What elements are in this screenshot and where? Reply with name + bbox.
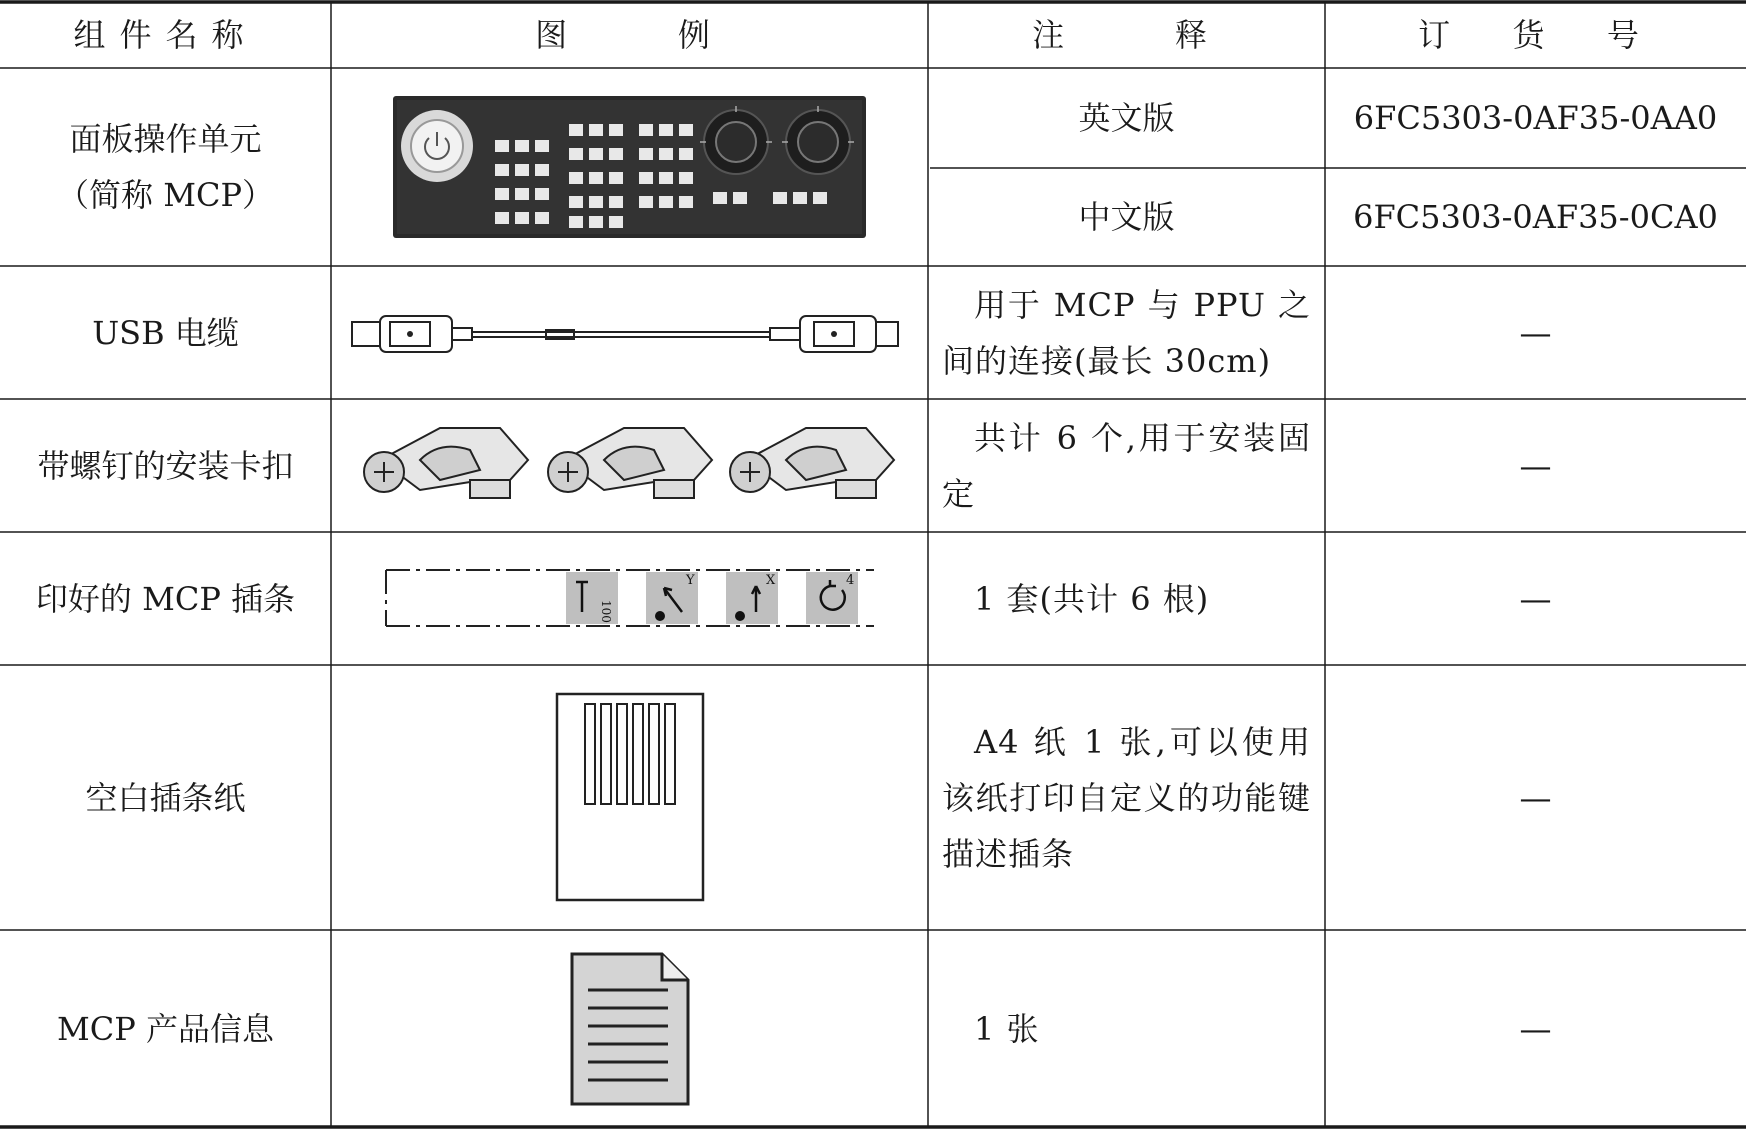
usb-cable-order: —: [1519, 313, 1552, 352]
strip-label-y: Y: [686, 573, 695, 588]
product-info-order: —: [1519, 1009, 1552, 1048]
mcp-name-line2: （简称 MCP）: [57, 176, 274, 214]
printed-strip-note: 1 套(共计 6 根): [974, 579, 1210, 618]
strip-label-x: X: [766, 573, 776, 588]
mcp-panel-illustration: [393, 96, 866, 238]
mcp-name-line1: 面板操作单元: [69, 120, 262, 158]
header-order-number: 订 货 号: [1418, 16, 1653, 54]
mounting-clip-illustration: [360, 420, 898, 510]
mcp-english-note: 英文版: [1078, 99, 1175, 137]
product-info-name: MCP 产品信息: [57, 1009, 274, 1048]
mcp-english-order: 6FC5303-0AF35-0AA0: [1353, 99, 1718, 137]
usb-cable-name: USB 电缆: [92, 313, 239, 352]
printed-strip-illustration: [382, 568, 878, 628]
blank-strip-paper-name: 空白插条纸: [85, 778, 246, 817]
blank-strip-paper-illustration: [555, 692, 705, 902]
document-icon: [568, 950, 692, 1108]
printed-strip-order: —: [1519, 579, 1552, 618]
blank-strip-paper-note: A4 纸 1 张,可以使用该纸打印自定义的功能键描述插条: [942, 722, 1311, 873]
mounting-clip-name: 带螺钉的安装卡扣: [37, 446, 294, 485]
printed-strip-name: 印好的 MCP 插条: [35, 579, 296, 618]
usb-cable-illustration: [350, 312, 902, 358]
blank-strip-paper-order: —: [1519, 778, 1552, 817]
mounting-clip-order: —: [1519, 446, 1552, 485]
mcp-chinese-note: 中文版: [1078, 198, 1175, 236]
header-component-name: 组件名称: [73, 16, 258, 54]
table-row-mcp-name: [0, 68, 331, 266]
header-figure: 图 例: [535, 16, 724, 54]
usb-cable-note: 用于 MCP 与 PPU 之间的连接(最长 30cm): [942, 285, 1311, 380]
strip-label-100: 100: [599, 600, 613, 623]
header-notes: 注 释: [1032, 16, 1221, 54]
mounting-clip-note: 共计 6 个,用于安装固定: [942, 418, 1311, 513]
mcp-chinese-order: 6FC5303-0AF35-0CA0: [1353, 198, 1718, 236]
product-info-note: 1 张: [974, 1009, 1040, 1048]
strip-label-4: 4: [846, 573, 855, 588]
